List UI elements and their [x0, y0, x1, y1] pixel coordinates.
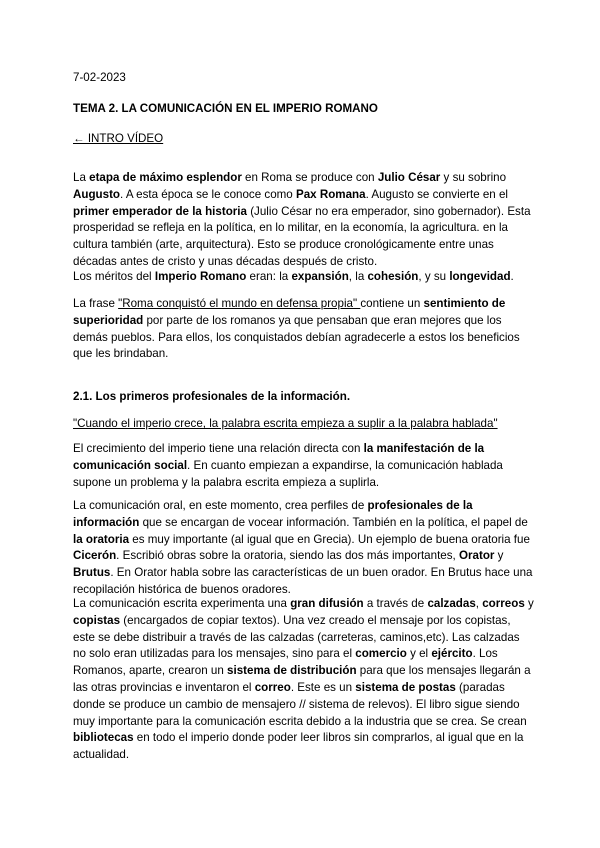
section-quote: "Cuando el imperio crece, la palabra escrita empieza a suplir a la palabra hablada" [73, 417, 498, 430]
paragraph-crecimiento [73, 441, 535, 491]
text-run: , [475, 597, 483, 610]
text-run: La frase [73, 297, 119, 310]
text-run: (Julio César no era emperador, sino gobernador). Esta prosperidad se refleja en la política, en lo militar, en la economía, la agricultura. en la cultura también (arte, arquitectura). Esto se produce cronológicamente entre unas décadas antes de cristo y unas décadas después de cristo. [73, 204, 531, 268]
bold-term: profesionales de la información [73, 499, 473, 529]
text-run: . Los Romanos, aparte, crearon un [73, 647, 498, 678]
text-run: y su sobrino [440, 171, 507, 184]
bold-term: sistema de distribución [227, 664, 357, 678]
document-title: TEMA 2. LA COMUNICACIÓN EN EL IMPERIO ROMANO [73, 102, 378, 115]
text-run: que se encargan de vocear información. También en la política, el papel de [139, 515, 528, 529]
bold-term: correos [482, 597, 525, 610]
text-run: . [510, 270, 514, 283]
text-run: y [494, 549, 504, 563]
bold-term: copistas [73, 613, 121, 627]
bold-term: Orator [459, 549, 495, 563]
text-run: (paradas donde se produce un cambio de mensajero // sistema de relevos). El libro sigue siendo muy importante para la comunicación escrita debido a la industria que se crea. Se crean [73, 680, 527, 728]
text-run: para que los mensajes llegarán a las otras provincias e inventaron el [73, 664, 531, 694]
text-run: a través de [363, 597, 428, 610]
text-run: y [524, 597, 534, 610]
text-run: . Augusto se convierte en el [365, 187, 508, 201]
bold-term: gran difusión [290, 597, 364, 610]
bold-term: bibliotecas [73, 731, 134, 745]
bold-term: longevidad [449, 270, 511, 283]
paragraph-comunicacion-oral [73, 498, 535, 599]
text-run: , la [348, 270, 368, 283]
bold-term: Julio César [377, 171, 441, 184]
bold-term: Cicerón [73, 549, 117, 563]
bold-term: ejército [431, 647, 473, 661]
text-run: , y su [418, 270, 450, 283]
bold-term: cohesión [367, 270, 419, 283]
paragraph-frase [73, 296, 535, 363]
text-run: . En Orator habla sobre las características de un buen orador. En Brutus hace una recopilación histórica de buenos oradores. [73, 566, 533, 596]
bold-term: la manifestación de la comunicación social [73, 442, 485, 472]
bold-term: Brutus [73, 566, 111, 580]
text-run: . Escribió obras sobre la oratoria, siendo las dos más importantes, [116, 549, 459, 563]
paragraph-esplendor [73, 170, 535, 271]
paragraph-meritos [73, 269, 535, 286]
text-run: es muy importante (al igual que en Grecia). Un ejemplo de buena oratoria fue [129, 532, 530, 546]
bold-term: sentimiento de superioridad [73, 297, 506, 327]
text-run: El crecimiento del imperio tiene una relación directa con [73, 442, 364, 455]
bold-term: correo [254, 680, 291, 694]
intro-video-link[interactable]: ← INTRO VÍDEO [73, 132, 164, 145]
text-run: La comunicación oral, en este momento, crea perfiles de [73, 499, 368, 512]
text-run: eran: la [246, 270, 292, 283]
text-run: por parte de los romanos ya que pensaban que eran mejores que los demás pueblos. Para ellos, los conquistados debían agradecerle a estos los beneficios que les brindaban. [73, 313, 520, 361]
underlined-quote: "Roma conquistó el mundo en defensa propia" [118, 297, 361, 310]
bold-term: comercio [355, 647, 407, 661]
paragraph-comunicacion-escrita [73, 596, 535, 764]
text-run: La [73, 171, 90, 184]
bold-term: Imperio Romano [154, 270, 247, 283]
text-run: La comunicación escrita experimenta una [73, 597, 291, 610]
bold-term: calzadas [427, 597, 476, 610]
text-run: . A esta época se le conoce como [120, 187, 296, 201]
bold-term: la oratoria [73, 532, 130, 546]
text-run: Los méritos del [73, 270, 155, 283]
text-run: (encargados de copiar textos). Una vez creado el mensaje por los copistas, este se debe distribuir a través de las calzadas (carreteras, caminos,etc). Las calzadas no solo eran utilizadas para los mensajes, sino para el [73, 613, 520, 661]
text-run: . Este es un [290, 680, 356, 694]
bold-term: sistema de postas [355, 680, 456, 694]
bold-term: Augusto [73, 187, 121, 201]
text-run: en todo el imperio donde poder leer libros sin comprarlos, al igual que en la actualidad. [73, 731, 524, 762]
bold-term: expansión [291, 270, 349, 283]
section-title: 2.1. Los primeros profesionales de la información. [73, 390, 351, 403]
document-date: 7-02-2023 [73, 71, 126, 84]
text-run: y el [406, 647, 432, 661]
bold-term: primer emperador de la historia [73, 204, 247, 218]
text-run: contiene un [360, 297, 424, 310]
bold-term: etapa de máximo esplendor [89, 171, 242, 184]
bold-term: Pax Romana [295, 187, 366, 201]
text-run: en Roma se produce con [241, 171, 378, 184]
text-run: . En cuanto empiezan a expandirse, la comunicación hablada supone un problema y la palabra escrita empieza a suplirla. [73, 458, 503, 489]
